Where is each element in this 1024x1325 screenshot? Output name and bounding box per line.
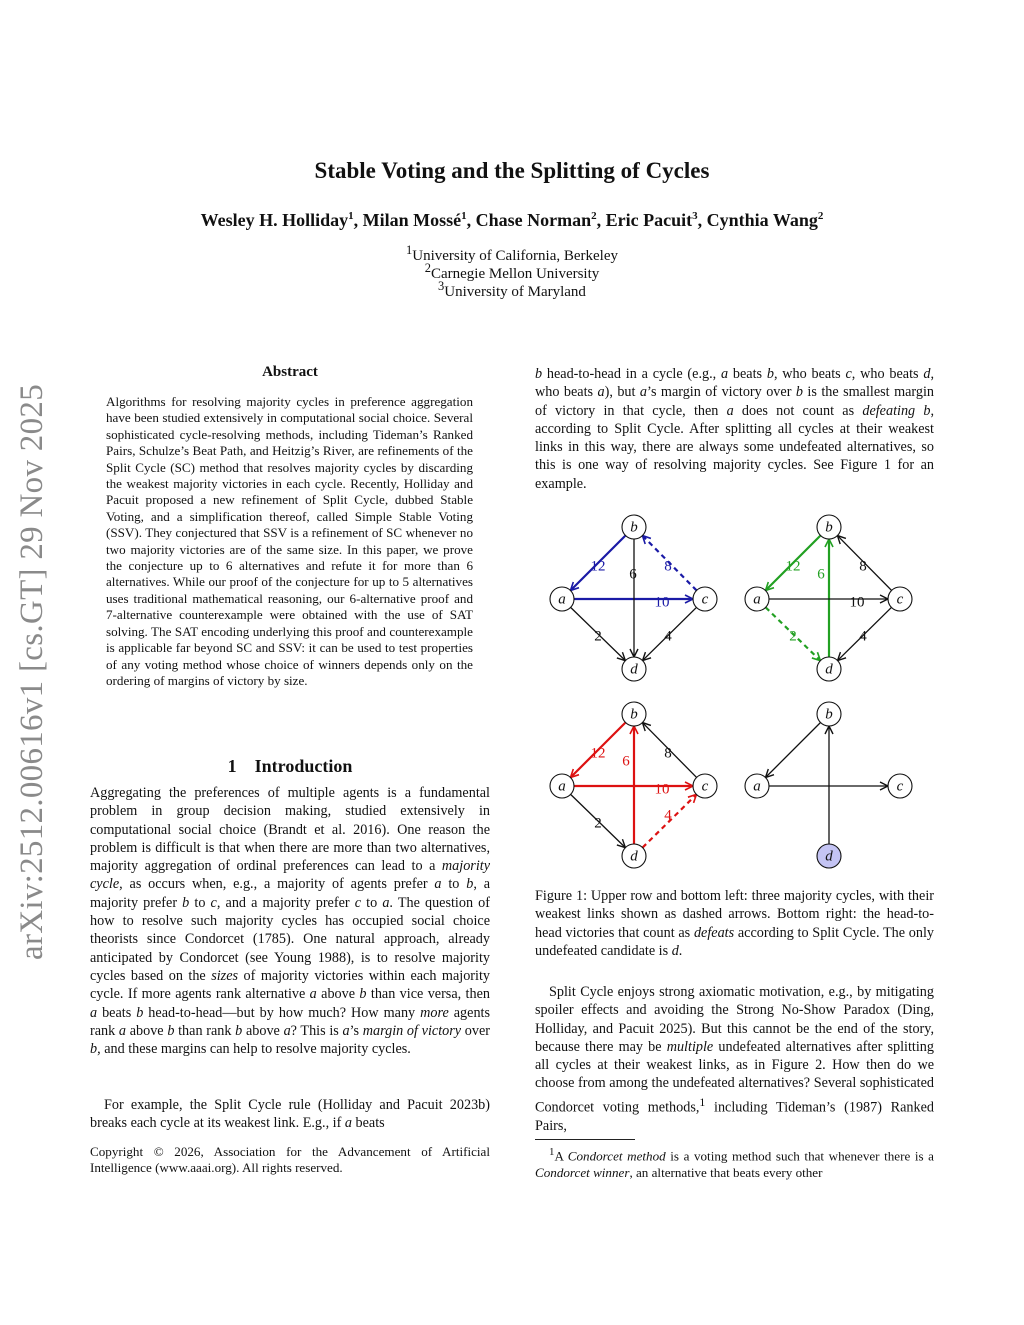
edge-margin-label: 4	[859, 628, 867, 645]
edge-margin-label: 4	[664, 628, 672, 645]
italic-text: margin of victory	[362, 1022, 462, 1039]
paper-title: Stable Voting and the Splitting of Cycles	[314, 158, 710, 183]
italic-text: d	[923, 366, 931, 382]
edge-margin-label: 10	[849, 594, 865, 611]
author-name: Cynthia Wang	[706, 210, 818, 230]
affiliation: $^3$University of Maryland	[438, 279, 586, 300]
italic-text: majority cycle	[90, 858, 490, 893]
node-c-label: c	[896, 591, 904, 608]
arxiv-identifier-stamp: arXiv:2512.00616v1 [cs.GT] 29 Nov 2025	[14, 384, 50, 960]
edge-margin-label: 6	[622, 753, 630, 770]
intro-paragraph: Aggregating the preferences of multiple agents is a fundamental problem in group decision making, studied extensively in computational social choice (Brandt et al. 2016). One reason the problem is difficult is that when there are more than two alternatives, majority aggregation of ordinal preferences can lead to a majority cycle, as occurs when, e.g., a majority of agents prefer a to b, a majority prefer b to c, and a majority prefer c to a. The question of how to resolve such majority cycles has occupied social choice theorists since Condorcet (1785). One natural approach, already anticipated by Condorcet (see Young 1988), is to resolve majority cycles based on the sizes of majority victories within each majority cycle. If more agents rank alternative a above b than vice versa, then a beats b head-to-head—but by how much? How many more agents rank a above b than rank b above a? This is a’s margin of victory over b, and these margins can help to resolve majority cycles.	[90, 785, 491, 1058]
footnote-rule	[535, 1139, 635, 1140]
intro-paragraph: For example, the Split Cycle rule (Holliday and Pacuit 2023b) breaks each cycle at its weakest link. E.g., if a beats	[90, 1097, 490, 1132]
italic-text: a	[118, 1022, 127, 1039]
edge-margin-label: 4	[664, 807, 672, 824]
node-b-label: b	[825, 519, 833, 536]
affiliation: $^1$University of California, Berkeley	[405, 243, 619, 264]
body-paragraph: b head-to-head in a cycle (e.g., a beats b, who beats c, who beats d, who beats a), but a’s margin of victory over b is the smallest margin of victory in that cycle, then a does not count as defeating b, according to Split Cycle. After splitting all cycles at their weakest links in this way, there are always some undefeated alternatives, so this is one way of resolving majority cycles. See Figure 1 for an example.	[535, 366, 935, 492]
italic-text: a	[283, 1022, 291, 1039]
edge-b-a	[765, 722, 820, 777]
node-b-label: b	[630, 519, 638, 536]
node-d-label: d	[825, 661, 833, 678]
node-d-label: d	[630, 848, 638, 865]
copyright-notice: Copyright © 2026, Association for the Advancement of Artificial Intelligence (www.aaai.org). All rights reserved.	[90, 1144, 490, 1176]
italic-text: b	[535, 366, 543, 382]
italic-text: a	[344, 1115, 352, 1132]
author-affiliation-marker: 3	[692, 210, 698, 222]
italic-text: c	[210, 894, 217, 911]
node-c-label: c	[701, 778, 709, 795]
body-paragraph: Split Cycle enjoys strong axiomatic motivation, e.g., by mitigating spoiler effects and avoiding the Strong No-Show Paradox (Ding, Holliday, and Pacuit 2025). But this cannot be the end of the story, because there may be multiple undefeated alternatives after splitting all cycles at their weakest links, as in Figure 2. How then do we choose from among the undefeated alternatives? Several sophisticated Condorcet voting methods,$^1$ including Tideman’s (1987) Ranked Pairs,	[535, 984, 934, 1134]
node-d-label: d	[825, 848, 833, 865]
figure-panel	[550, 515, 717, 681]
italic-text: c	[845, 366, 852, 382]
node-a-label: a	[753, 778, 761, 795]
node-a-label: a	[753, 591, 761, 608]
edge-margin-label: 12	[785, 558, 801, 575]
edge-margin-label: 12	[590, 745, 606, 762]
italic-text: a	[90, 1004, 98, 1021]
italic-text: b	[235, 1022, 243, 1039]
italic-text: b	[136, 1004, 144, 1021]
italic-text: c	[354, 894, 362, 911]
italic-text: a	[342, 1022, 350, 1039]
node-a-label: a	[558, 778, 566, 795]
author-affiliation-marker: 1	[461, 210, 467, 222]
italic-text: Condorcet winner	[535, 1164, 630, 1180]
edge-margin-label: 8	[664, 558, 672, 575]
italic-text: a	[726, 402, 734, 419]
italic-text: a	[597, 384, 605, 401]
abstract-body: Algorithms for resolving majority cycles in preference aggregation have been studied extensively in computational social choice. Several sophisticated cycle-resolving methods, including Tideman’s Ranked Pairs, Schulze’s Beat Path, and Heitzig’s River, are refinements of the Split Cycle (SC) method that resolves majority cycles by discarding the weakest majority victories in each cycle. Recently, Holliday and Pacuit proposed a new refinement of Split Cycle, dubbed Stable Voting, and a simplification thereof, called Simple Stable Voting (SSV). They conjectured that SSV is a refinement of SC whenever no two majority victories are of the same size. In this paper, we prove the conjecture up to 6 alternatives and refute it for more than 6 alternatives. While our proof of the conjecture for up to 5 alternatives uses traditional mathematical reasoning, our 6-alternative proof and 7-alternative counterexample were obtained with the use of SAT solving. The SAT encoding underlying this proof and counterexample is applicable far beyond SC and SSV: it can be used to test properties of any voting method whose choice of winners depends only on the ordering of margins of victory by size.	[106, 394, 473, 688]
section-number: 1	[227, 756, 237, 776]
figure-panel	[745, 702, 912, 868]
italic-text: d	[671, 942, 679, 959]
italic-text: b	[182, 894, 190, 911]
edge-margin-label: 2	[594, 815, 602, 832]
italic-text: b	[167, 1022, 175, 1039]
footnote-marker: 1	[699, 1094, 706, 1109]
edge-margin-label: 2	[594, 628, 602, 645]
italic-text: Condorcet method	[567, 1148, 666, 1164]
author-name: Milan Mossé	[362, 210, 462, 230]
italic-text: a	[309, 986, 317, 1003]
footnote-marker: 1	[549, 1146, 555, 1158]
author-affiliation-marker: 1	[348, 210, 354, 222]
italic-text: multiple	[666, 1038, 714, 1055]
author-name: Wesley H. Holliday	[200, 210, 349, 230]
italic-text: b	[795, 384, 803, 401]
italic-text: b	[466, 876, 474, 893]
italic-text: a	[639, 384, 647, 401]
figure-panel	[550, 702, 717, 868]
italic-text: a	[382, 894, 390, 911]
figure-caption: Figure 1: Upper row and bottom left: three majority cycles, with their weakest links shown as dashed arrows. Bottom right: the head-to-head victories that count as defeats according to Split Cycle. The only undefeated candidate is d.	[535, 888, 934, 959]
node-b-label: b	[630, 706, 638, 723]
edge-margin-label: 6	[629, 566, 637, 583]
author-name: Eric Pacuit	[605, 210, 693, 230]
section-title: Introduction	[254, 756, 353, 776]
italic-text: b	[766, 366, 774, 382]
figure-1-graphs	[535, 504, 935, 879]
edge-margin-label: 8	[859, 558, 867, 575]
italic-text: b	[90, 1041, 98, 1058]
author-list: Wesley H. Holliday$^1$, Milan Mossé$^1$, Chase Norman$^2$, Eric Pacuit$^3$, Cynthia Wang$^2$	[200, 210, 824, 230]
edge-margin-label: 2	[789, 628, 797, 645]
abstract-heading: Abstract	[262, 364, 318, 380]
edge-margin-label: 10	[654, 594, 670, 611]
edge-margin-label: 6	[817, 566, 825, 583]
figure-panel	[745, 515, 912, 681]
node-b-label: b	[825, 706, 833, 723]
italic-text: defeats	[693, 924, 735, 941]
italic-text: more	[420, 1004, 449, 1021]
author-affiliation-marker: 2	[591, 210, 597, 222]
footnote: $^1$A Condorcet method is a voting method such that whenever there is a Condorcet winner, an alternative that beats every other	[535, 1146, 934, 1180]
italic-text: defeating b	[862, 402, 931, 419]
node-a-label: a	[558, 591, 566, 608]
author-name: Chase Norman	[475, 210, 592, 230]
italic-text: sizes	[211, 967, 239, 984]
author-affiliation-marker: 2	[817, 210, 824, 222]
edge-margin-label: 10	[654, 781, 670, 798]
italic-text: a	[434, 876, 442, 893]
italic-text: b	[359, 986, 367, 1003]
node-c-label: c	[701, 591, 709, 608]
node-d-label: d	[630, 661, 638, 678]
edge-margin-label: 12	[590, 558, 606, 575]
section-heading	[90, 756, 490, 777]
edge-margin-label: 8	[664, 745, 672, 762]
node-c-label: c	[896, 778, 904, 795]
italic-text: a	[720, 366, 729, 382]
affiliation: $^2$Carnegie Mellon University	[424, 261, 600, 282]
